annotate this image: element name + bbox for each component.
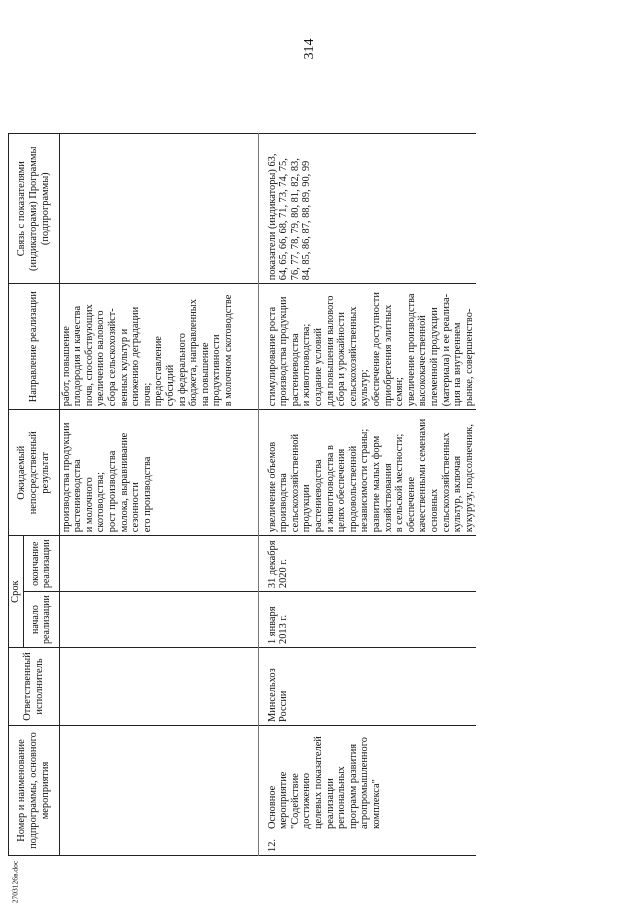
cell-end — [59, 536, 258, 592]
cell-start — [59, 592, 258, 648]
cell-result: увеличение объемов производства сельскохозяйственной продукции растениеводства и животноводства в целях обеспечения продовольственной независимости страны; развитие малых форм хозяйствования в сельской местности; обеспечение качественными семенами основных сельскохозяйственных культур, включая кукурузу, подсолнечник, — [258, 410, 476, 536]
header-name: Номер и наименование подпрограммы, основного мероприятия — [9, 726, 60, 856]
cell-start: 1 января 2013 г. — [258, 592, 476, 648]
cell-indicators — [59, 134, 258, 284]
program-activities-table — [8, 133, 476, 856]
header-result: Ожидаемый непосредственный результат — [9, 410, 60, 536]
cell-name-main — [258, 726, 476, 856]
cell-result: производства продукции растениеводства и молочного скотоводства; рост производства молока, выравнивание сезонности его производства — [59, 410, 258, 536]
rotated-table-area — [8, 12, 634, 868]
row-title: Основное мероприятие "Содействие достижению целевых показателей реализации региональных программ развития агропромышленного комплекса" — [266, 736, 382, 829]
cell-executor: Минсельхоз России — [258, 648, 476, 726]
header-start: начало реализации — [23, 592, 59, 648]
page-number-text: 314 — [302, 38, 317, 60]
cell-end: 31 декабря 2020 г. — [258, 536, 476, 592]
header-end: окончание реализации — [23, 536, 59, 592]
table-row — [59, 134, 258, 856]
cell-direction: стимулирование роста производства продукции растениеводства и животноводства; создание условий для повышения валового сбора и урожайности сельскохозяйственных культур; обеспечение доступности приобретения элитных семян; увеличение производства высококачественной племенной продукции (материала) и ее реализа- ция на внутреннем рынке, совершенство- — [258, 284, 476, 410]
header-term: Срок — [9, 536, 24, 648]
file-reference-text: 2703126в.doc — [10, 860, 20, 904]
row-number: 12. — [266, 839, 278, 852]
table-row — [258, 134, 476, 856]
cell-executor — [59, 648, 258, 726]
header-executor: Ответственный исполнитель — [9, 648, 60, 726]
cell-direction: работ, повышение плодородия и качества почв, способствующих увеличению валового сбора сельскохозяйст- венных культур и снижению деградации почв; предоставление субсидий из федерального бюджета, направленных на повышение продуктивности в молочном скотоводстве — [59, 284, 258, 410]
header-indicators: Связь с показателями (индикаторами) Программы (подпрограммы) — [9, 134, 60, 284]
file-reference — [6, 862, 24, 902]
header-direction: Направление реализации — [9, 284, 60, 410]
cell-name — [59, 726, 258, 856]
cell-indicators: показатели (индикаторы) 63, 64, 65, 66, 68, 71, 73, 74, 75, 76, 77, 78, 79, 80, 81, 82, 83, 84, 85, 86, 87, 88, 89, 90, 99 — [258, 134, 476, 284]
